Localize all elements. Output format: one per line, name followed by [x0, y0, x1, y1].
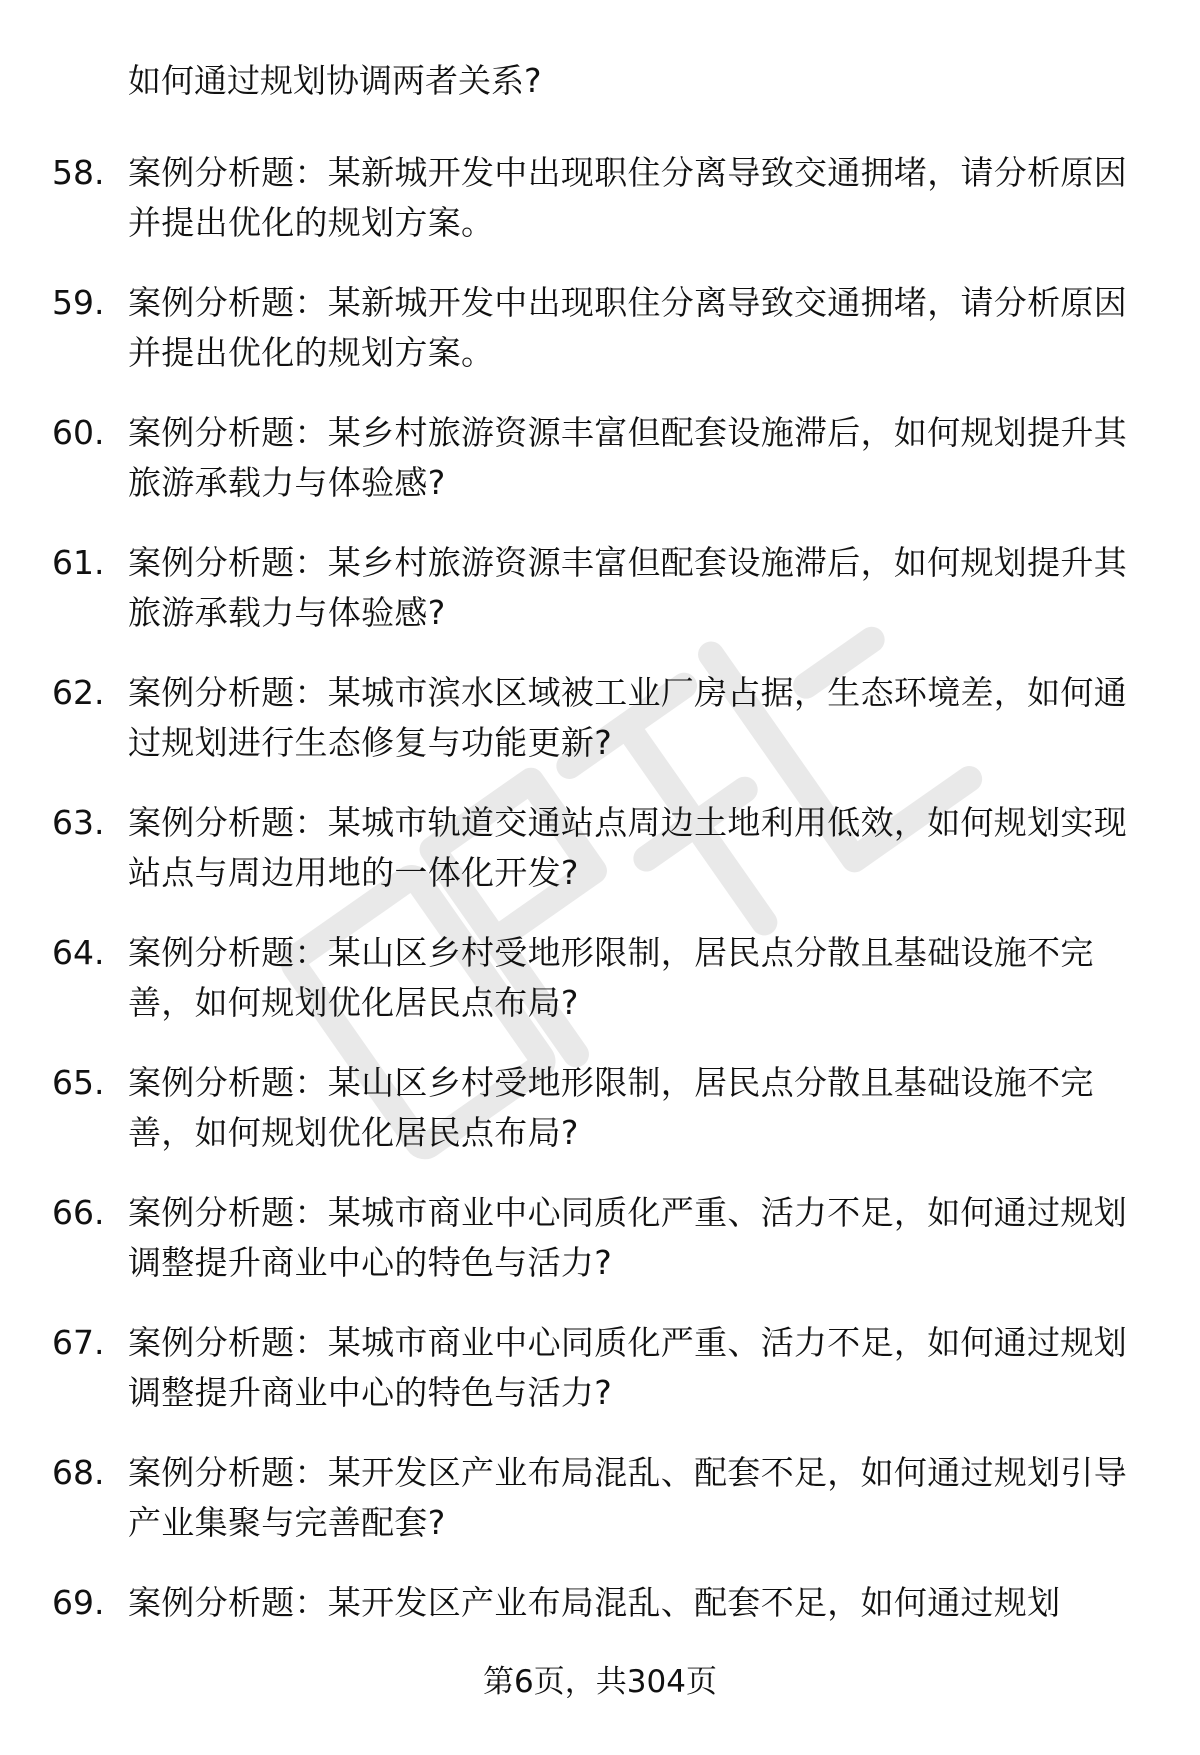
question-text: 案例分析题：某城市滨水区域被工业厂房占据，生态环境差，如何通过规划进行生态修复与功能更新?	[128, 673, 1127, 762]
question-item	[0, 1058, 1200, 1188]
question-number: 62.	[52, 673, 105, 712]
question-number: 59.	[52, 283, 105, 322]
question-number: 61.	[52, 543, 105, 582]
question-item	[0, 278, 1200, 408]
question-item	[0, 668, 1200, 798]
question-number: 67.	[52, 1323, 105, 1362]
question-item	[0, 928, 1200, 1058]
question-item	[0, 1188, 1200, 1318]
question-text: 案例分析题：某开发区产业布局混乱、配套不足，如何通过规划	[128, 1583, 1061, 1622]
question-text: 案例分析题：某山区乡村受地形限制，居民点分散且基础设施不完善，如何规划优化居民点布局?	[128, 933, 1094, 1022]
question-number: 65.	[52, 1063, 105, 1102]
question-text: 案例分析题：某城市商业中心同质化严重、活力不足，如何通过规划调整提升商业中心的特色与活力?	[128, 1323, 1127, 1412]
question-text: 案例分析题：某乡村旅游资源丰富但配套设施滞后，如何规划提升其旅游承载力与体验感?	[128, 413, 1127, 502]
question-item	[0, 1448, 1200, 1578]
question-item	[0, 538, 1200, 668]
question-number: 69.	[52, 1583, 105, 1622]
question-item	[0, 408, 1200, 538]
question-number: 58.	[52, 153, 105, 192]
question-list	[0, 148, 1200, 1708]
question-item	[0, 148, 1200, 278]
question-number: 60.	[52, 413, 105, 452]
question-text: 案例分析题：某新城开发中出现职住分离导致交通拥堵，请分析原因并提出优化的规划方案。	[128, 283, 1127, 372]
question-text: 案例分析题：某新城开发中出现职住分离导致交通拥堵，请分析原因并提出优化的规划方案。	[128, 153, 1127, 242]
question-text: 案例分析题：某城市轨道交通站点周边土地利用低效，如何规划实现站点与周边用地的一体化开发?	[128, 803, 1127, 892]
question-text: 案例分析题：某山区乡村受地形限制，居民点分散且基础设施不完善，如何规划优化居民点布局?	[128, 1063, 1094, 1152]
continuation-text: 如何通过规划协调两者关系?	[128, 61, 542, 100]
question-number: 63.	[52, 803, 105, 842]
page-footer: 第6页，共304页	[483, 1664, 717, 1700]
question-text: 案例分析题：某开发区产业布局混乱、配套不足，如何通过规划引导产业集聚与完善配套?	[128, 1453, 1127, 1542]
question-text: 案例分析题：某乡村旅游资源丰富但配套设施滞后，如何规划提升其旅游承载力与体验感?	[128, 543, 1127, 632]
question-item	[0, 798, 1200, 928]
question-number: 66.	[52, 1193, 105, 1232]
question-text: 案例分析题：某城市商业中心同质化严重、活力不足，如何通过规划调整提升商业中心的特色与活力?	[128, 1193, 1127, 1282]
question-number: 68.	[52, 1453, 105, 1492]
question-number: 64.	[52, 933, 105, 972]
question-item	[0, 1318, 1200, 1448]
